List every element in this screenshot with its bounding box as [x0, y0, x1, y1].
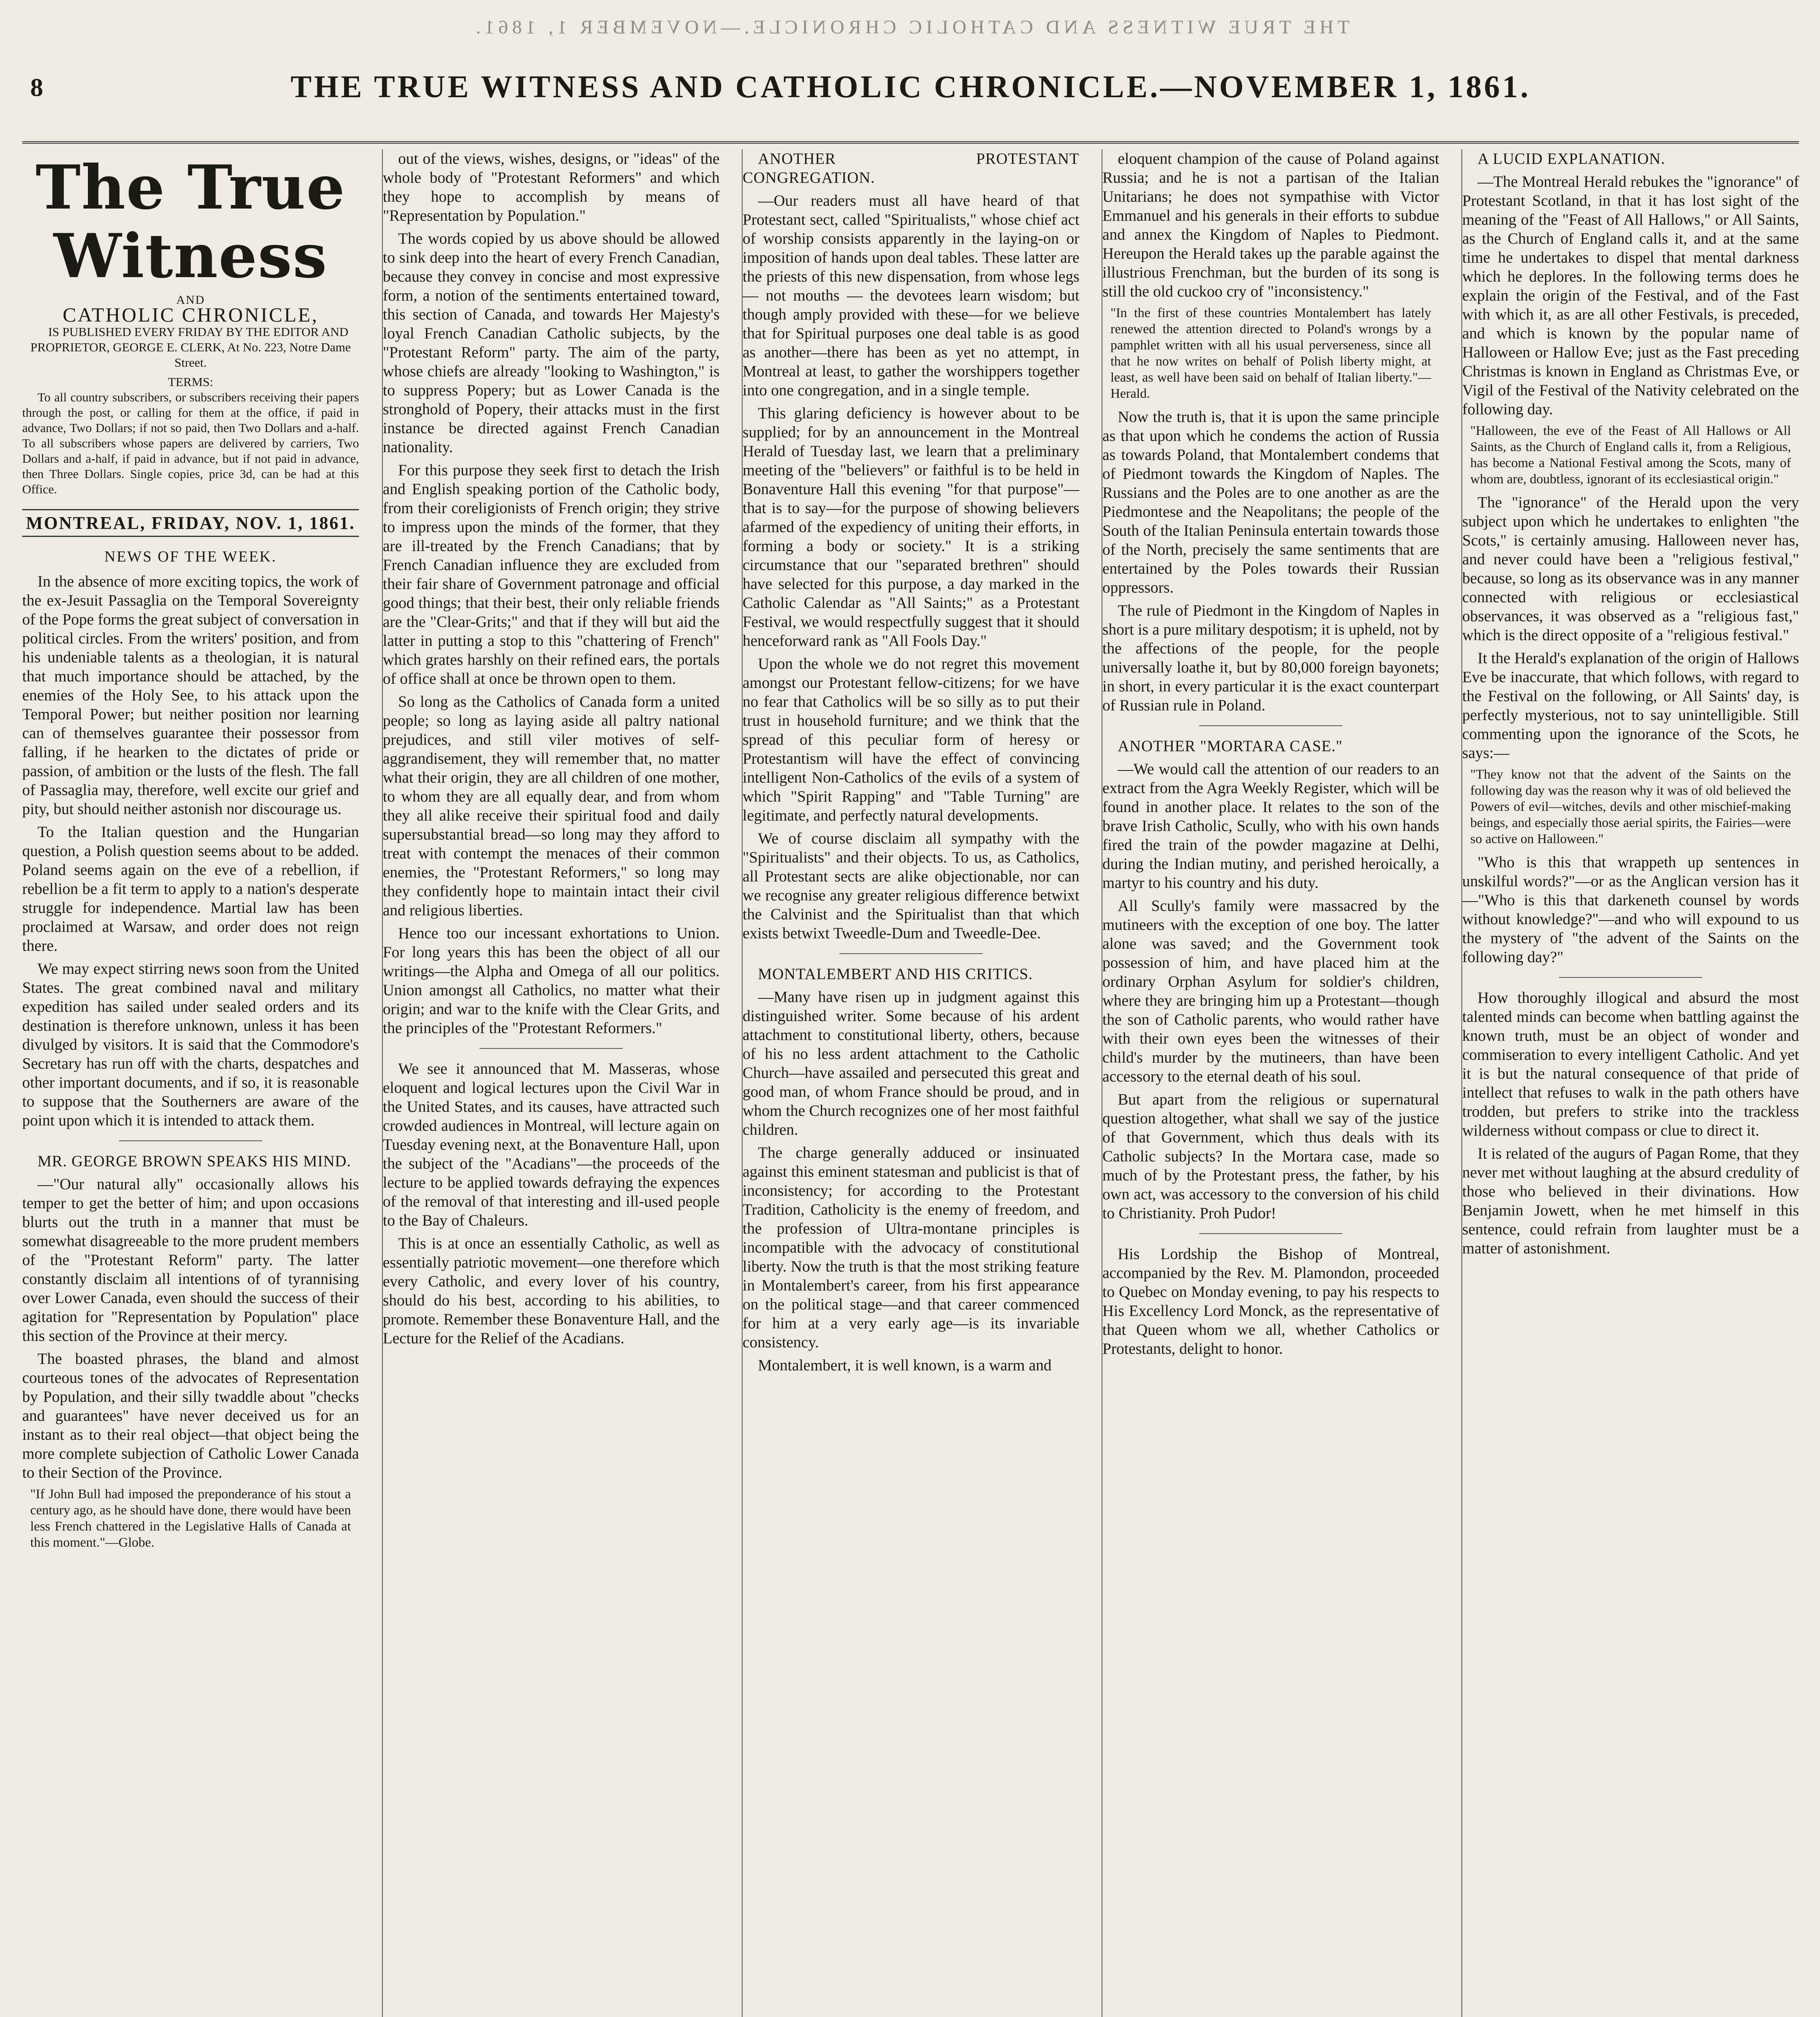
news-paragraph: In the absence of more exciting topics, the work of the ex-Jesuit Passaglia on the Temporal Sovereignty of the Pope forms the great subject of conversation in political circles. From the writers' position, and from his undeniable talents as a theologian, it is natural that much importance should be attached, by the enemies of the Holy See, to his attack upon the Temporal Power; but neither position nor learning can of themselves guarantee their possessor from falling, if he hearken to the dictates of pride or passion, of ambition or the lusts of the flesh. The fall of Passaglia may, therefore, well excite our grief and pity, but should neither astonish nor discourage us. — [22, 573, 359, 818]
title-and: AND — [176, 293, 205, 307]
article-paragraph: The rule of Piedmont in the Kingdom of Naples in short is a pure military despotism; it is upheld, not by the affections of the people, for the people universally loathe it, but by 80,000 foreign bayonets; in short, in every particular it is the exact counterpart of Russian rule in Poland. — [1102, 602, 1439, 714]
divider — [1559, 977, 1702, 978]
quotation: "If John Bull had imposed the preponderance of his stout a century ago, as he should have done, there would have been less French chattered in the Legislative Halls of Canada at this moment."—Globe. — [30, 1487, 351, 1550]
article-paragraph: Upon the whole we do not regret this movement amongst our Protestant fellow-citizens; for we have no fear that Catholics will be so silly as to put their trust in household furniture; and we think that the spread of this peculiar form of heresy or Protestantism will have the effect of convincing intelligent Non-Catholics of the evils of a system of which "Spirit Rapping" and "Table Turning" are legitimate, and perfectly natural developments. — [743, 655, 1079, 824]
quotation: "Halloween, the eve of the Feast of All Hallows or All Saints, as the Church of England calls it, from a Religious, has become a National Festival among the Scots, many of whom are, doubtless, ignorant of its ecclesiastical origin." — [1470, 424, 1791, 487]
terms-text: To all country subscribers, or subscribers receiving their papers through the post, or calling for them at the office, if paid in advance, Two Dollars; if not so paid, then Two Dollars and a-half. To all subscribers whose papers are delivered by carriers, Two Dollars and a-half, if paid in advance, but if not paid in advance, then Three Dollars. Single copies, price 3d, can be had at this Office. — [22, 390, 359, 496]
article-paragraph: The boasted phrases, the bland and almost courteous tones of the advocates of Representation by Population, and their silly twaddle about "checks and guarantees" have never deceived us for an instant as to their real object—that object being the more complete subjection of Catholic Lower Canada to their Section of the Province. — [22, 1350, 359, 1481]
article-heading: MONTALEMBERT AND HIS CRITICS. — [758, 965, 1033, 983]
article-heading: ANOTHER PROTESTANT CONGREGATION. — [743, 150, 1079, 186]
divider — [119, 1140, 262, 1141]
terms-label: TERMS: — [168, 375, 213, 389]
article-paragraph: Now the truth is, that it is upon the same principle as that upon which he condems the action of Russia as towards Poland, that Montalembert condems that of Piedmont towards the Kingdom of Naples. The Russians and the Poles are to one another as are the Piedmontese and the Neapolitans; the people of the South of the Italian Peninsula entertain towards those of the North, precisely the same sentiments that are entertained by the Poles towards their Russian oppressors. — [1102, 408, 1439, 596]
article-paragraph: His Lordship the Bishop of Montreal, accompanied by the Rev. M. Plamondon, proceeded to Quebec on Monday evening, to pay his respects to His Excellency Lord Monck, as the representative of that Queen whom we all, whether Catholics or Protestants, delight to honor. — [1102, 1245, 1439, 1357]
column-3 — [742, 149, 1079, 2017]
article-paragraph: So long as the Catholics of Canada form a united people; so long as laying aside all paltry national prejudices, and still viler motives of self-aggrandisement, they will remember that, no matter what their origin, they are all children of one mother, to whom they are all equally dear, and from whom they all alike receive their spiritual food and daily supersubstantial bread—so long may they afford to treat with contempt the menaces of their common enemies, the "Protestant Reformers," so long may they confidently hope to maintain intact their civil and religious liberties. — [383, 693, 720, 919]
news-heading: NEWS OF THE WEEK. — [104, 548, 277, 565]
page-number: 8 — [30, 73, 43, 102]
article-paragraph: For this purpose they seek first to detach the Irish and English speaking portion of the Catholic body, from their coreligionists of French origin; they strive to impress upon the minds of the former, that they are ill-treated by the French Canadians; that by French Canadian influence they are excluded from their fair share of Government patronage and official good things; that their best, their only reliable friends are the "Clear-Grits;" and that if they will but aid the latter in putting a stop to this "chattering of French" which grates harshly on their refined ears, the portals of office shall at once be thrown open to them. — [383, 461, 720, 687]
article-paragraph: How thoroughly illogical and absurd the most talented minds can become when battling against the known truth, must be an object of wonder and commiseration to every intelligent Catholic. And yet it is but the natural consequence of that pride of intellect that refuses to walk in the path others have trodden, but prefers to strike into the trackless wilderness without compass or clue to direct it. — [1462, 989, 1799, 1139]
article-paragraph: The words copied by us above should be allowed to sink deep into the heart of every French Canadian, because they convey in concise and most expressive form, a notion of the sentiments entertained toward, this section of Canada, and towards Her Majesty's loyal French Canadian Catholic subjects, by the "Protestant Reform" party. The aim of the party, whose chiefs are already "looking to Washington," is to suppress Popery; but as Lower Canada is the stronghold of Popery, their attacks must in the first instance be directed against French Canadian nationality. — [383, 230, 720, 456]
news-paragraph: We may expect stirring news soon from the United States. The great combined naval and military expedition has sailed under sealed orders and its destination is therefore unknown, unless it has been divulged by visitors. It is said that the Commodore's Secretary has run off with the charts, despatches and other important documents, and if so, it is reasonable to suppose that the Southerners are aware of the point upon which it is intended to attack them. — [22, 960, 359, 1129]
article-paragraph: —We would call the attention of our readers to an extract from the Agra Weekly Register, which will be found in another place. It relates to the son of the brave Irish Catholic, Scully, who with his own hands fired the train of the powder magazine at Delhi, during the Indian mutiny, and perished heroically, a martyr to his country and his duty. — [1102, 760, 1439, 892]
running-title: THE TRUE WITNESS AND CATHOLIC CHRONICLE.—NOVEMBER 1, 1861. — [290, 69, 1531, 104]
brown-heading: MR. GEORGE BROWN SPEAKS HIS MIND. — [38, 1153, 351, 1170]
mirrored-bleed-text: THE TRUE WITNESS AND CATHOLIC CHRONICLE.—NOVEMBER 1, 1861. — [472, 17, 1350, 38]
article-paragraph: eloquent champion of the cause of Poland against Russia; and he is not a partisan of the Italian Unitarians; he does not sympathise with Victor Emmanuel and his generals in their efforts to subdue and annex the Kingdom of Naples to Piedmont. Hereupon the Herald takes up the parable against the illustrious Frenchman, but the burden of its song is still the old cuckoo cry of "inconsistency." — [1102, 150, 1439, 300]
article-paragraph: We of course disclaim all sympathy with the "Spiritualists" and their objects. To us, as Catholics, all Protestant sects are alike objectionable, nor can we recognise any greater religious difference betwixt the Calvinist and the Spiritualist than that which exists betwixt Tweedle-Dum and Tweedle-Dee. — [743, 830, 1079, 942]
article-paragraph: Montalembert, it is well known, is a warm and — [758, 1357, 1052, 1374]
columns — [22, 149, 1799, 2017]
article-paragraph: This is at once an essentially Catholic, as well as essentially patriotic movement—one therefore which every Catholic, and every lover of his country, should do his best, according to his abilities, to promote. Remember these Bonaventure Hall, and the Lecture for the Relief of the Acadians. — [383, 1235, 720, 1347]
column-4 — [1102, 149, 1439, 2017]
publisher-info: IS PUBLISHED EVERY FRIDAY BY THE EDITOR AND PROPRIETOR, GEORGE E. CLERK, At No. 223, Notre Dame Street. — [30, 325, 351, 370]
newspaper-title: The True Witness — [35, 152, 346, 292]
dateline: MONTREAL, FRIDAY, NOV. 1, 1861. — [22, 509, 359, 537]
article-paragraph: out of the views, wishes, designs, or "ideas" of the whole body of "Protestant Reformers" and which they hope to accomplish by means of "Representation by Population." — [383, 150, 720, 224]
article-paragraph: —"Our natural ally" occasionally allows his temper to get the better of him; and upon occasions blurts out the truth in a manner that must be somewhat disagreeable to the more prudent members of the "Protestant Reform" party. The latter constantly disclaim all intentions of of tyrannising over Lower Canada, even should the success of their agitation for "Representation by Population" place this section of the Province at their mercy. — [22, 1176, 359, 1345]
quotation: "They know not that the advent of the Saints on the following day was the reason why it was of old believed the Powers of evil—witches, devils and other mischief-making beings, and especially those aerial spirits, the Fairies—were so active on Halloween." — [1470, 767, 1791, 846]
article-paragraph: —Our readers must all have heard of that Protestant sect, called "Spiritualists," whose chief act of worship consists apparently in the laying-on or imposition of hands upon deal tables. These latter are the priests of this new dispensation, from whose legs — not mouths — the devotees learn wisdom; but though amply provided with these—for we believe that for Spiritual purposes one deal table is as good as another—there has been as yet no attempt, in Montreal at least, to gather the worshippers together into one congregation, and in a single temple. — [743, 192, 1079, 399]
article-paragraph: The "ignorance" of the Herald upon the very subject upon which he undertakes to enlighten "the Scots," is certainly amusing. Halloween never has, and never could have been a "religious festival," because, so long as its observance was in any manner connected with religious or ecclesiastical observances, it was observed as a "religious fast," which is the direct opposite of a "religious festival." — [1462, 494, 1799, 644]
article-paragraph: This glaring deficiency is however about to be supplied; for by an announcement in the Montreal Herald of Tuesday last, we learn that a preliminary meeting of the "believers" or faithful is to be held in Bonaventure Hall this evening "for that purpose"—that is to say—for the purpose of showing believers afarmed of the expediency of uniting their efforts, in forming a body or society." It is a striking circumstance that our "separated brethren" should have selected for this purpose, a day marked in the Catholic Calendar as "All Saints;" as a Protestant Festival, we would respectfully suggest that it should henceforward rank as "All Fools Day." — [743, 405, 1079, 649]
article-paragraph: —Many have risen up in judgment against this distinguished writer. Some because of his ardent attachment to constitutional liberty, others, because of his no less ardent attachment to the Catholic Church—have assailed and persecuted this great and good man, of whom France should be proud, and in whom the Church recognizes one of her most faithful children. — [743, 988, 1079, 1138]
article-paragraph: It the Herald's explanation of the origin of Hallows Eve be inaccurate, that which follows, with regard to the Festival on the following, or All Saints' day, is perfectly mysterious, not to say unintelligible. Still commenting upon the ignorance of the Scots, he says:— — [1462, 649, 1799, 762]
column-1 — [22, 149, 359, 2017]
newspaper-subtitle: CATHOLIC CHRONICLE, — [63, 303, 319, 326]
article-paragraph: It is related of the augurs of Pagan Rome, that they never met without laughing at the absurd credulity of those who believed in their divinations. How Benjamin Jowett, when he met himself in this sentence, could refrain from laughter must be a matter of astonishment. — [1462, 1145, 1799, 1257]
article-paragraph: Hence too our incessant exhortations to Union. For long years this has been the object of all our writings—the Alpha and Omega of all our politics. Union amongst all Catholics, no matter what their origin; and war to the knife with the Clear Grits, and the principles of the "Protestant Reformers." — [383, 925, 720, 1037]
article-paragraph: The charge generally adduced or insinuated against this eminent statesman and publicist is that of inconsistency; for according to the Protestant Tradition, Catholicity is the enemy of freedom, and the profession of Ultra-montane principles is incompatible with the advocacy of constitutional liberty. Now the truth is that the most striking feature in Montalembert's career, from his first appearance on the political stage—and that career commenced for him at a very early age—is its invariable consistency. — [743, 1144, 1079, 1351]
column-2 — [382, 149, 720, 2017]
divider — [480, 1048, 623, 1049]
masthead — [22, 16, 1799, 144]
column-5 — [1461, 149, 1799, 2017]
article-paragraph: We see it announced that M. Masseras, whose eloquent and logical lectures upon the Civil War in the United States, and its causes, have attracted such crowded audiences in Montreal, will lecture again on Tuesday evening next, at the Bonaventure Hall, upon the subject of the "Acadians"—the proceeds of the lecture to be applied towards defraying the expences of the removal of that interesting and ill-used people to the Bay of Chaleurs. — [383, 1060, 720, 1229]
divider — [1199, 725, 1342, 726]
quotation: "In the first of these countries Montalembert has lately renewed the attention directed to Poland's wrongs by a pamphlet written with all his usual perverseness, since all that he now writes on behalf of Polish liberty might, at least, as well have been said on behalf of Italian liberty."—Herald. — [1110, 306, 1431, 401]
article-paragraph: All Scully's family were massacred by the mutineers with the exception of one boy. The latter alone was saved; and the Government took possession of him, and have placed him at the ordinary Orphan Asylum for soldier's children, where they are bringing him up a Protestant—though the son of Catholic parents, who would rather have with their own eyes been the witnesses of their child's murder by the mutineers, than have been accessory to the eternal death of his soul. — [1102, 897, 1439, 1085]
article-paragraph: "Who is this that wrappeth up sentences in unskilful words?"—or as the Anglican version has it—"Who is this that darkeneth counsel by words without knowledge?"—and who will expound to us the mystery of "the advent of the Saints on the following day?" — [1462, 854, 1799, 966]
news-paragraph: To the Italian question and the Hungarian question, a Polish question seems about to be added. Poland seems again on the eve of a rebellion, if rebellion be a fit term to apply to a nation's desperate struggle for independence. Martial law has been proclaimed at Warsaw, and order does not reign there. — [22, 823, 359, 954]
article-paragraph: —The Montreal Herald rebukes the "ignorance" of Protestant Scotland, in that it has lost sight of the meaning of the "Feast of All Hallows," or All Saints, as the Church of England calls it, and at the same time he undertakes to dispel that mental darkness which he deplores. In the following terms does he explain the origin of the Festival, and of the Fast with which it, as are all other Festivals, is preceded, and which is known by the popular name of Halloween or Hallow Eve; just as the Fast preceding Christmas is known in England as Christmas Eve, or Vigil of the Festival of the Nativity celebrated on the following day. — [1462, 173, 1799, 418]
newspaper-page — [22, 16, 1799, 2017]
article-paragraph: But apart from the religious or supernatural question altogether, what shall we say of the justice of that Government, which thus deals with its Catholic subjects? In the Mortara case, made so much of by the Protestant press, the father, by his own act, was accessory to the conversion of his child to Christianity. Proh Pudor! — [1102, 1091, 1439, 1222]
divider — [1199, 1233, 1342, 1234]
article-heading: ANOTHER "MORTARA CASE." — [1118, 737, 1343, 755]
article-heading: A LUCID EXPLANATION. — [1478, 150, 1666, 167]
divider — [839, 953, 983, 954]
